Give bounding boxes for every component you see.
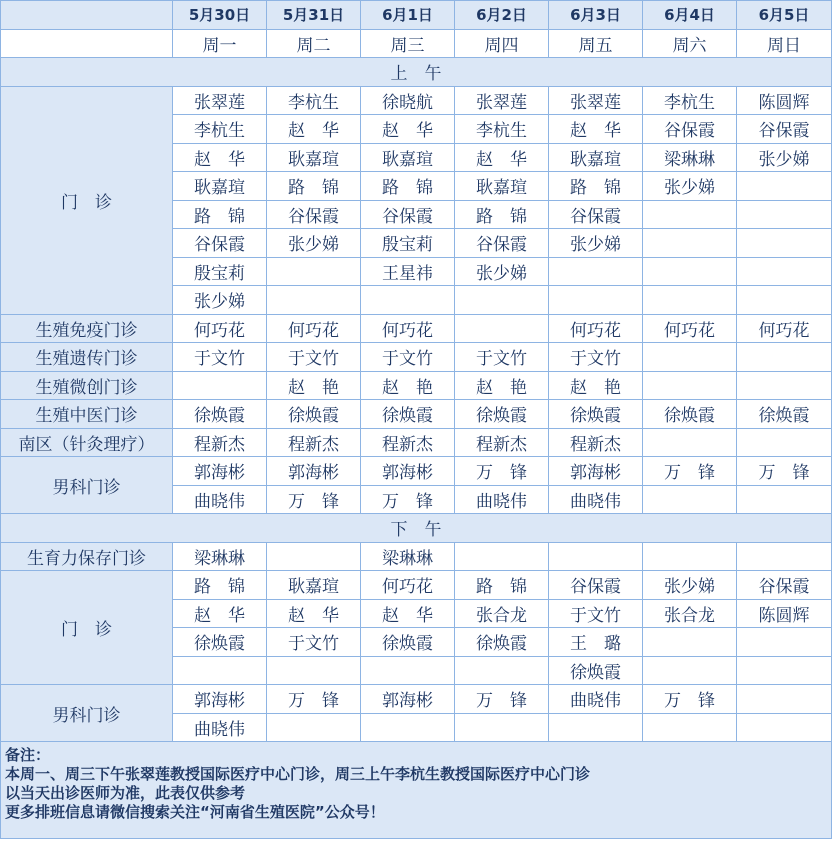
department-name: 生育力保存门诊 [1,542,173,571]
doctor-cell [455,656,549,685]
doctor-cell: 曲晓伟 [455,485,549,514]
schedule-row [1,314,832,343]
doctor-cell [737,200,832,229]
doctor-cell: 郭海彬 [361,685,455,714]
schedule-row [1,685,832,714]
doctor-cell: 耿嘉瑄 [361,143,455,172]
doctor-cell [737,286,832,315]
schedule-body [1,1,832,839]
doctor-cell [643,286,737,315]
doctor-cell: 何巧花 [549,314,643,343]
doctor-cell [737,713,832,742]
department-name: 生殖中医门诊 [1,400,173,429]
doctor-cell [267,286,361,315]
doctor-cell: 张少娣 [173,286,267,315]
doctor-cell [737,371,832,400]
doctor-cell: 赵 华 [267,599,361,628]
date-header: 6月4日 [643,1,737,30]
doctor-cell: 万 锋 [643,457,737,486]
schedule-row [1,571,832,600]
department-name: 男科门诊 [1,457,173,514]
doctor-cell: 程新杰 [361,428,455,457]
doctor-cell [643,485,737,514]
doctor-cell: 徐焕霞 [737,400,832,429]
doctor-cell: 于文竹 [267,628,361,657]
note-line: 以当天出诊医师为准，此表仅供参考 [5,784,246,802]
schedule-row [1,400,832,429]
doctor-cell: 谷保霞 [737,571,832,600]
date-corner [1,1,173,30]
doctor-cell: 李杭生 [455,115,549,144]
doctor-cell: 张翠莲 [455,86,549,115]
notes-row [1,742,832,839]
doctor-cell: 赵 华 [549,115,643,144]
doctor-cell: 徐焕霞 [267,400,361,429]
schedule-row [1,86,832,115]
doctor-cell: 曲晓伟 [549,685,643,714]
doctor-cell: 张合龙 [643,599,737,628]
doctor-cell [173,656,267,685]
doctor-cell [737,257,832,286]
date-header: 6月1日 [361,1,455,30]
doctor-cell: 耿嘉瑄 [173,172,267,201]
doctor-cell: 赵 艳 [361,371,455,400]
department-name: 门 诊 [1,86,173,314]
date-header: 5月30日 [173,1,267,30]
doctor-cell [737,628,832,657]
doctor-cell [643,200,737,229]
doctor-cell: 赵 艳 [549,371,643,400]
doctor-cell: 徐焕霞 [361,628,455,657]
doctor-cell: 耿嘉瑄 [549,143,643,172]
doctor-cell: 谷保霞 [267,200,361,229]
doctor-cell: 张少娣 [549,229,643,258]
schedule-row [1,542,832,571]
doctor-cell: 郭海彬 [267,457,361,486]
doctor-cell: 谷保霞 [643,115,737,144]
doctor-cell: 路 锦 [361,172,455,201]
doctor-cell: 殷宝莉 [361,229,455,258]
doctor-cell [173,371,267,400]
doctor-cell [361,713,455,742]
doctor-cell [737,656,832,685]
doctor-cell: 何巧花 [737,314,832,343]
doctor-cell: 殷宝莉 [173,257,267,286]
doctor-cell: 路 锦 [267,172,361,201]
doctor-cell: 张翠莲 [549,86,643,115]
department-name: 南区（针灸理疗） [1,428,173,457]
doctor-cell: 赵 艳 [455,371,549,400]
doctor-cell: 谷保霞 [549,200,643,229]
doctor-cell [549,257,643,286]
doctor-cell: 张少娣 [643,571,737,600]
doctor-cell: 何巧花 [361,571,455,600]
doctor-cell: 于文竹 [267,343,361,372]
doctor-cell: 万 锋 [361,485,455,514]
doctor-cell: 赵 华 [267,115,361,144]
doctor-cell: 路 锦 [173,200,267,229]
doctor-cell: 徐焕霞 [173,628,267,657]
doctor-cell: 路 锦 [455,571,549,600]
department-name: 生殖免疫门诊 [1,314,173,343]
doctor-cell [643,656,737,685]
note-line: 本周一、周三下午张翠莲教授国际医疗中心门诊，周三上午李杭生教授国际医疗中心门诊 [5,765,591,783]
doctor-cell [267,656,361,685]
doctor-cell [737,428,832,457]
doctor-cell: 耿嘉瑄 [267,143,361,172]
doctor-cell: 赵 艳 [267,371,361,400]
doctor-cell: 路 锦 [455,200,549,229]
doctor-cell: 谷保霞 [737,115,832,144]
doctor-cell: 张少娣 [267,229,361,258]
doctor-cell: 徐晓航 [361,86,455,115]
doctor-cell: 万 锋 [267,685,361,714]
doctor-cell: 张少娣 [737,143,832,172]
schedule-row [1,457,832,486]
doctor-cell: 郭海彬 [173,685,267,714]
doctor-cell [737,229,832,258]
doctor-cell: 张翠莲 [173,86,267,115]
doctor-cell [455,314,549,343]
doctor-cell: 于文竹 [361,343,455,372]
doctor-cell: 谷保霞 [173,229,267,258]
weekday-header: 周二 [267,29,361,58]
section-row [1,514,832,543]
doctor-cell [737,685,832,714]
doctor-cell: 万 锋 [643,685,737,714]
doctor-cell: 梁琳琳 [173,542,267,571]
section-header: 上 午 [1,58,832,87]
doctor-cell: 徐焕霞 [549,656,643,685]
doctor-cell [643,428,737,457]
doctor-cell: 陈圆辉 [737,599,832,628]
doctor-cell [643,628,737,657]
doctor-cell [549,542,643,571]
doctor-cell: 于文竹 [549,343,643,372]
doctor-cell [267,713,361,742]
schedule-row [1,343,832,372]
doctor-cell: 赵 华 [173,599,267,628]
doctor-cell [643,343,737,372]
section-row [1,58,832,87]
weekday-header: 周五 [549,29,643,58]
weekday-row [1,29,832,58]
doctor-cell: 郭海彬 [361,457,455,486]
doctor-cell: 徐焕霞 [361,400,455,429]
doctor-cell [643,229,737,258]
doctor-cell: 程新杰 [549,428,643,457]
weekday-header: 周四 [455,29,549,58]
doctor-cell: 陈圆辉 [737,86,832,115]
date-header: 6月2日 [455,1,549,30]
doctor-cell: 万 锋 [267,485,361,514]
department-name: 男科门诊 [1,685,173,742]
note-line: 备注： [5,746,51,764]
doctor-cell: 曲晓伟 [173,485,267,514]
doctor-cell [361,656,455,685]
doctor-cell: 程新杰 [173,428,267,457]
doctor-cell [737,172,832,201]
doctor-cell: 程新杰 [267,428,361,457]
doctor-cell: 李杭生 [267,86,361,115]
weekday-header: 周一 [173,29,267,58]
weekday-corner [1,29,173,58]
schedule-row [1,371,832,400]
date-header: 5月31日 [267,1,361,30]
doctor-cell [455,713,549,742]
doctor-cell: 徐焕霞 [455,628,549,657]
doctor-cell: 何巧花 [643,314,737,343]
doctor-cell: 徐焕霞 [643,400,737,429]
department-name: 生殖微创门诊 [1,371,173,400]
date-header: 6月5日 [737,1,832,30]
doctor-cell: 于文竹 [173,343,267,372]
doctor-cell [643,542,737,571]
notes-block [1,742,832,839]
date-row [1,1,832,30]
doctor-cell: 何巧花 [267,314,361,343]
doctor-cell: 李杭生 [643,86,737,115]
doctor-cell: 谷保霞 [455,229,549,258]
doctor-cell: 赵 华 [173,143,267,172]
doctor-cell: 赵 华 [361,115,455,144]
doctor-cell [737,343,832,372]
doctor-cell [643,713,737,742]
doctor-cell: 张少娣 [455,257,549,286]
section-header: 下 午 [1,514,832,543]
doctor-cell [643,257,737,286]
schedule-row [1,428,832,457]
doctor-cell: 徐焕霞 [549,400,643,429]
doctor-cell: 何巧花 [361,314,455,343]
doctor-cell [455,286,549,315]
doctor-cell [267,257,361,286]
department-name: 门 诊 [1,571,173,685]
doctor-cell [267,542,361,571]
doctor-cell: 曲晓伟 [549,485,643,514]
doctor-cell: 谷保霞 [361,200,455,229]
weekday-header: 周三 [361,29,455,58]
date-header: 6月3日 [549,1,643,30]
doctor-cell: 徐焕霞 [455,400,549,429]
doctor-cell: 万 锋 [455,457,549,486]
doctor-cell [361,286,455,315]
doctor-cell: 万 锋 [737,457,832,486]
doctor-cell: 李杭生 [173,115,267,144]
doctor-cell: 耿嘉瑄 [455,172,549,201]
doctor-cell: 张少娣 [643,172,737,201]
doctor-cell: 梁琳琳 [643,143,737,172]
doctor-cell: 万 锋 [455,685,549,714]
doctor-cell [549,286,643,315]
doctor-cell: 耿嘉瑄 [267,571,361,600]
doctor-cell [643,371,737,400]
doctor-cell: 梁琳琳 [361,542,455,571]
doctor-cell: 郭海彬 [173,457,267,486]
doctor-cell: 王星祎 [361,257,455,286]
department-name: 生殖遗传门诊 [1,343,173,372]
doctor-cell: 路 锦 [549,172,643,201]
doctor-cell: 谷保霞 [549,571,643,600]
doctor-cell: 于文竹 [455,343,549,372]
doctor-cell: 赵 华 [455,143,549,172]
doctor-cell: 郭海彬 [549,457,643,486]
doctor-cell [737,542,832,571]
doctor-cell: 路 锦 [173,571,267,600]
note-line: 更多排班信息请微信搜索关注“河南省生殖医院”公众号！ [5,803,385,821]
doctor-cell: 于文竹 [549,599,643,628]
doctor-cell: 徐焕霞 [173,400,267,429]
weekday-header: 周六 [643,29,737,58]
doctor-cell: 何巧花 [173,314,267,343]
doctor-cell [737,485,832,514]
doctor-cell: 曲晓伟 [173,713,267,742]
doctor-cell: 王 璐 [549,628,643,657]
doctor-cell [549,713,643,742]
doctor-cell [455,542,549,571]
doctor-cell: 张合龙 [455,599,549,628]
doctor-cell: 程新杰 [455,428,549,457]
weekday-header: 周日 [737,29,832,58]
doctor-cell: 赵 华 [361,599,455,628]
